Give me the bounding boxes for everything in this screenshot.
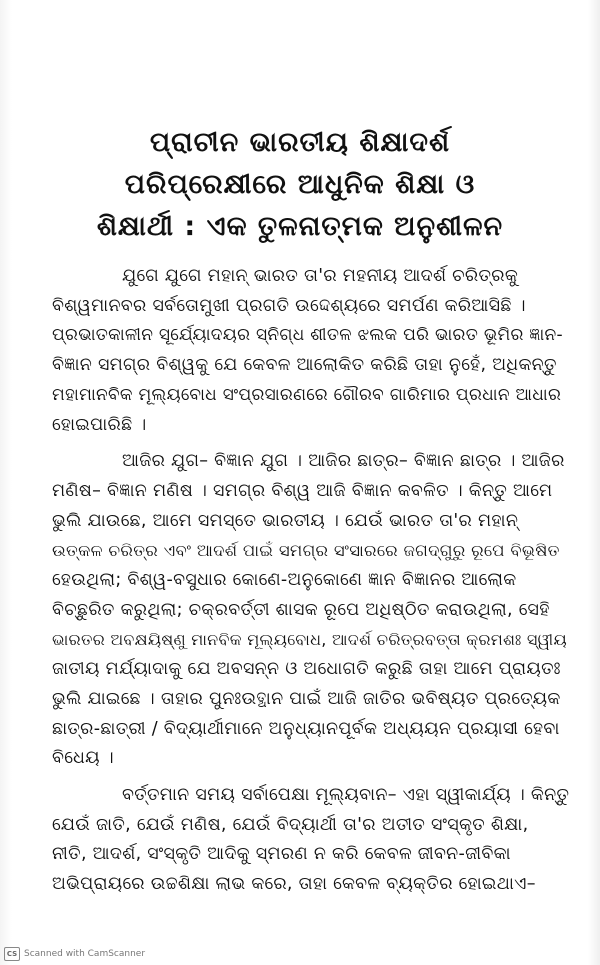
text-line: ମଣିଷ– ବିଜ୍ଞାନ ମଣିଷ । ସମଗ୍ର ବିଶ୍ୱ ଆଜି ବିଜ୍ଞାନ କବଳିତ । କିନ୍ତୁ ଆମେ xyxy=(52,480,553,501)
text-line: ହୋଇପାରିଛି । xyxy=(52,414,147,435)
camscanner-logo-icon: CS xyxy=(4,947,20,961)
text-line: ଅଭିପ୍ରାୟରେ ଉଚ୍ଚଶିକ୍ଷା ଲାଭ କରେ, ତାହା କେବଳ ବ୍ୟକ୍ତିର ହୋଇଥାଏ– xyxy=(52,874,536,895)
scanner-watermark xyxy=(4,947,145,961)
text-line: ଭୁଲି ଯାଉଛେ, ଆମେ ସମସ୍ତେ ଭାରତୀୟ । ଯେଉଁ ଭାରତ ତା'ର ମହାନ୍ xyxy=(52,510,519,531)
paragraph-3 xyxy=(52,781,572,900)
text-line: ମହାମାନବିକ ମୂଲ୍ୟବୋଧ ସଂପ୍ରସାରଣରେ ଗୌରବ ଗାରିମାର ପ୍ରଧାନ ଆଧାର xyxy=(52,384,562,405)
text-line: ବିଚ୍ଛୁରିତ କରୁଥିଲା; ଚକ୍ରବର୍ତ୍ତୀ ଶାସକ ରୂପେ ଅଧିଷ୍ଠିତ କରାଉଥିଲା, ସେହି xyxy=(52,599,550,620)
text-line: ବିଶ୍ୱମାନବର ସର୍ବତୋମୁଖୀ ପ୍ରଗତି ଉଦ୍ଦେଶ୍ୟରେ ସମର୍ପଣ କରିଆସିଛି । xyxy=(52,295,526,316)
text-line: ଭାରତର ଅବକ୍ଷୟିଷ୍ଣୁ ମାନବିକ ମୂଲ୍ୟବୋଧ, ଆଦର୍ଶ ଚରିତ୍ରବତ୍ତା କ୍ରମଶଃ ସ୍ୱୀୟ xyxy=(52,630,567,650)
text-line: ବିଧେୟ । xyxy=(52,748,114,769)
text-line: ଛାତ୍ର-ଛାତ୍ରୀ / ବିଦ୍ୟାର୍ଥୀମାନେ ଅନୁଧ୍ୟାନପୂର୍ବକ ଅଧ୍ୟୟନ ପ୍ରୟାସୀ ହେବା xyxy=(52,718,560,739)
paragraph-gap xyxy=(52,774,572,781)
paragraph-2 xyxy=(52,447,572,774)
paragraph-gap xyxy=(52,440,572,447)
scanner-watermark-text: Scanned with CamScanner xyxy=(24,949,146,959)
text-line: ବର୍ତ୍ତମାନ ସମୟ ସର୍ବାପେକ୍ଷା ମୂଲ୍ୟବାନ– ଏହା ସ୍ୱୀକାର୍ଯ୍ୟ । କିନ୍ତୁ xyxy=(122,784,570,805)
title-line-3: ଶିକ୍ଷାର୍ଥୀ : ଏକ ତୁଳନାତ୍ମକ ଅନୁଶୀଳନ xyxy=(96,211,504,242)
text-line: ନୀତି, ଆଦର୍ଶ, ସଂସ୍କୃତି ଆଦିକୁ ସ୍ମରଣ ନ କରି କେବଳ ଜୀବନ-ଜୀବିକା xyxy=(52,844,511,865)
chapter-title xyxy=(40,122,560,248)
text-line: ଯୁଗେ ଯୁଗେ ମହାନ୍ ଭାରତ ତା'ର ମହନୀୟ ଆଦର୍ଶ ଚରିତ୍ରକୁ xyxy=(122,266,519,286)
text-line: ଆଜିର ଯୁଗ– ବିଜ୍ଞାନ ଯୁଗ । ଆଜିର ଛାତ୍ର– ବିଜ୍ଞାନ ଛାତ୍ର । ଆଜିର xyxy=(122,451,565,472)
text-line: ଉତ୍କଳ ଚରିତ୍ର ଏବଂ ଆଦର୍ଶ ପାଇଁ ସମଗ୍ର ସଂସାରରେ ଜଗଦ୍‌ଗୁରୁ ରୂପେ ବିଭୂଷିତ xyxy=(52,541,560,561)
text-line: ଭୁଲି ଯାଇଛେ । ତାହାର ପୁନଃଉତ୍ଥାନ ପାଇଁ ଆଜି ଜାତିର ଭବିଷ୍ୟତ ପ୍ରତ୍ୟେକ xyxy=(52,688,561,709)
text-line: ବିଜ୍ଞାନ ସମଗ୍ର ବିଶ୍ୱକୁ ଯେ କେବଳ ଆଲୋକିତ କରିଛି ତାହା ନୁହେଁ, ଅଧିକନ୍ତୁ xyxy=(52,355,557,376)
title-line-2: ପରିପ୍ରେକ୍ଷୀରେ ଆଧୁନିକ ଶିକ୍ଷା ଓ xyxy=(124,169,476,200)
text-line: ହେଉଥିଲା; ବିଶ୍ୱ-ବସୁଧାର କୋଣେ-ଅନୁକୋଣେ ଜ୍ଞାନ ବିଜ୍ଞାନର ଆଲୋକ xyxy=(52,570,517,591)
body-text xyxy=(52,262,572,900)
paragraph-1 xyxy=(52,262,572,440)
text-line: ପ୍ରଭାତକାଳୀନ ସୂର୍ଯ୍ୟୋଦୟର ସ୍ନିଗ୍ଧ ଶୀତଳ ଝଲକ ପରି ଭାରତ ଭୂମିର ଜ୍ଞାନ- xyxy=(52,325,563,346)
text-line: ଯେଉଁ ଜାତି, ଯେଉଁ ମଣିଷ, ଯେଉଁ ବିଦ୍ୟାର୍ଥୀ ତା'ର ଅତୀତ ସଂସ୍କୃତ ଶିକ୍ଷା, xyxy=(52,814,529,835)
title-line-1: ପ୍ରାଚୀନ ଭାରତୀୟ ଶିକ୍ଷାଦର୍ଶ xyxy=(149,127,451,158)
text-line: ଜାତୀୟ ମର୍ଯ୍ୟାଦାକୁ ଯେ ଅବସନ୍ନ ଓ ଅଧୋଗତି କରୁଛି ତାହା ଆମେ ପ୍ରାୟତଃ xyxy=(52,659,561,680)
